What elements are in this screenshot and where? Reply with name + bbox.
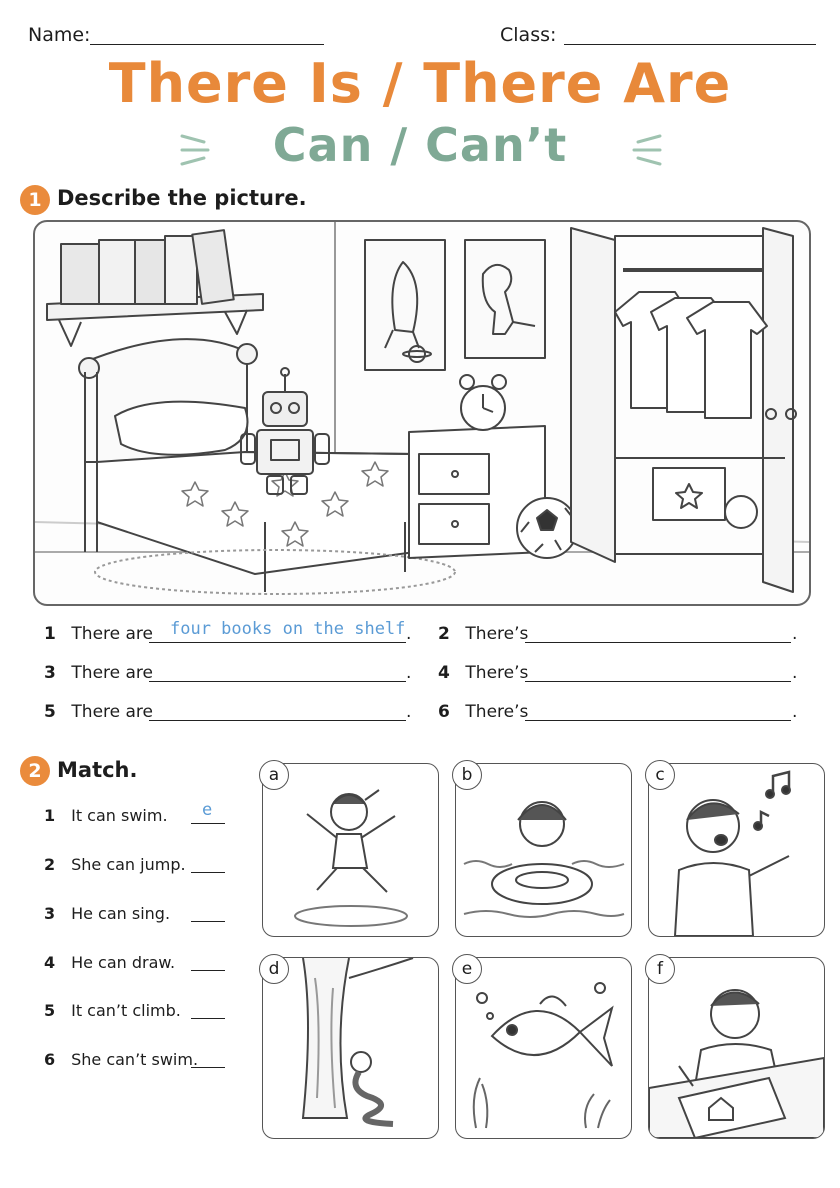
match-line-4[interactable] xyxy=(191,970,225,971)
panel-letter-d: d xyxy=(259,954,289,984)
exercise-item-6: 6 There’s xyxy=(438,702,529,722)
exercise-item-4: 4 There’s xyxy=(438,663,529,683)
girl-in-swim-ring-icon xyxy=(456,764,631,936)
panel-c xyxy=(645,760,825,940)
panel-f xyxy=(645,954,825,1140)
bedroom-illustration xyxy=(35,222,809,604)
panel-b xyxy=(452,760,632,940)
match-answer-1: e xyxy=(202,800,213,820)
answer-line-5[interactable] xyxy=(149,720,406,721)
match-item-1: 1 It can swim. xyxy=(44,806,168,825)
section2-number-badge: 2 xyxy=(20,756,50,786)
panel-letter-e: e xyxy=(452,954,482,984)
jumping-girl-icon xyxy=(263,764,438,936)
singing-boy-icon xyxy=(649,764,824,936)
answer-line-1[interactable] xyxy=(149,642,406,643)
page-title: There Is / There Are xyxy=(108,52,732,115)
class-label: Class: xyxy=(500,24,557,46)
match-line-5[interactable] xyxy=(191,1018,225,1019)
match-line-6[interactable] xyxy=(191,1067,225,1068)
exercise-item-3: 3 There are xyxy=(44,663,153,683)
match-line-3[interactable] xyxy=(191,921,225,922)
panel-letter-f: f xyxy=(645,954,675,984)
match-item-4: 4 He can draw. xyxy=(44,953,176,972)
match-line-1[interactable] xyxy=(191,823,225,824)
exercise-item-1: 1 There are xyxy=(44,624,153,644)
class-field-line[interactable] xyxy=(564,44,816,45)
panel-letter-c: c xyxy=(645,760,675,790)
match-item-5: 5 It can’t climb. xyxy=(44,1001,181,1020)
exercise-item-5: 5 There are xyxy=(44,702,153,722)
fish-icon xyxy=(456,958,631,1138)
section2-title: Match. xyxy=(57,758,138,782)
answer-line-6[interactable] xyxy=(525,720,791,721)
answer-line-3[interactable] xyxy=(149,681,406,682)
section1-number-badge: 1 xyxy=(20,185,50,215)
answer-line-4[interactable] xyxy=(525,681,791,682)
exercise-item-2: 2 There’s xyxy=(438,624,529,644)
drawing-boy-icon xyxy=(649,958,824,1138)
answer-line-2[interactable] xyxy=(525,642,791,643)
bedroom-scene xyxy=(33,220,811,606)
panel-letter-a: a xyxy=(259,760,289,790)
panel-a xyxy=(259,760,439,940)
snake-under-tree-icon xyxy=(263,958,438,1138)
sparkle-right-icon xyxy=(628,128,664,172)
panel-d xyxy=(259,954,439,1140)
section1-title: Describe the picture. xyxy=(57,186,307,210)
page-subtitle: Can / Can’t xyxy=(272,118,568,172)
sparkle-left-icon xyxy=(178,128,214,172)
panel-e xyxy=(452,954,632,1140)
match-item-6: 6 She can’t swim. xyxy=(44,1050,199,1069)
match-item-3: 3 He can sing. xyxy=(44,904,171,923)
answer-text-1: four books on the shelf xyxy=(170,619,406,639)
match-item-2: 2 She can jump. xyxy=(44,855,186,874)
name-label: Name: xyxy=(28,24,91,46)
match-line-2[interactable] xyxy=(191,872,225,873)
name-field-line[interactable] xyxy=(90,44,324,45)
panel-letter-b: b xyxy=(452,760,482,790)
